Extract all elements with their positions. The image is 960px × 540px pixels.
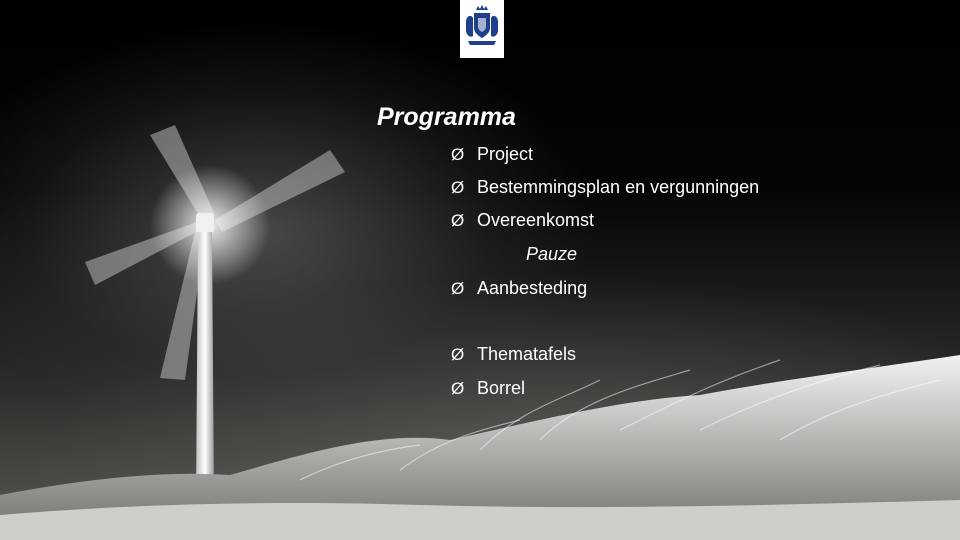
coat-of-arms-icon — [460, 0, 504, 58]
agenda-item-label: Aanbesteding — [477, 278, 588, 298]
break-label: Pauze — [526, 244, 578, 264]
agenda-item-label: Borrel — [477, 378, 526, 398]
agenda-item-aanbesteding — [451, 276, 587, 300]
agenda-item-label: Project — [477, 144, 534, 164]
agenda-item-bestemmingsplan — [451, 175, 759, 199]
agenda-item-project — [451, 142, 533, 166]
agenda-item-thematafels — [451, 342, 576, 366]
arrow-bullet-icon: Ø — [451, 279, 465, 298]
agenda-item-label: Thematafels — [477, 344, 577, 364]
slide-title: Programma — [377, 103, 516, 131]
government-logo — [460, 0, 504, 58]
agenda-item-label: Overeenkomst — [477, 210, 595, 230]
agenda-item-overeenkomst — [451, 208, 594, 232]
arrow-bullet-icon: Ø — [451, 345, 465, 364]
agenda-item-borrel — [451, 376, 525, 400]
arrow-bullet-icon: Ø — [451, 379, 465, 398]
arrow-bullet-icon: Ø — [451, 145, 465, 164]
agenda-item-label: Bestemmingsplan en vergunningen — [477, 177, 760, 197]
arrow-bullet-icon: Ø — [451, 178, 465, 197]
arrow-bullet-icon: Ø — [451, 211, 465, 230]
